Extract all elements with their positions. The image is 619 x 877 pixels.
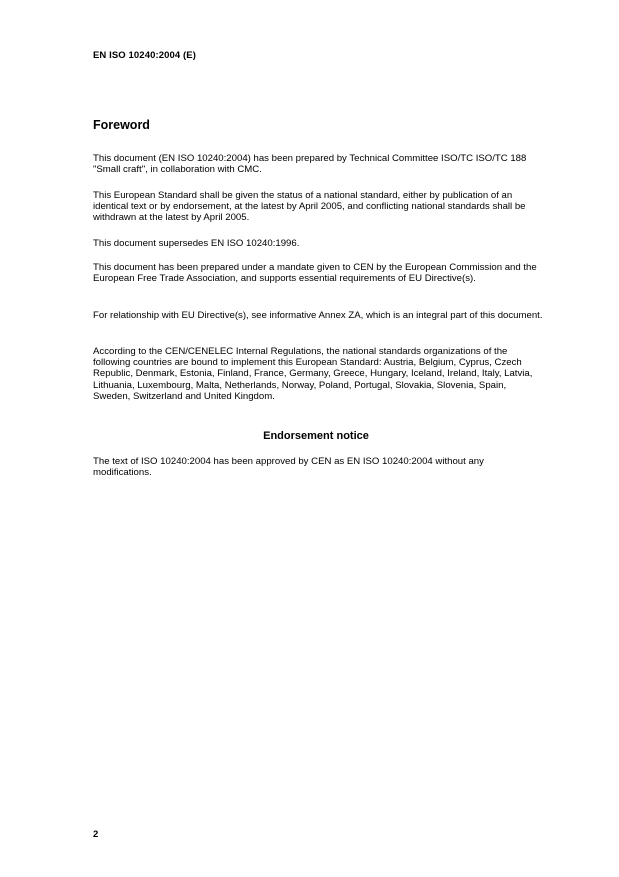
foreword-paragraph-1: This document (EN ISO 10240:2004) has been prepared by Technical Committee ISO/TC ISO/TC 188 "Small craft", in collaboration with CMC.: [93, 153, 527, 176]
foreword-paragraph-3: This document supersedes EN ISO 10240:1996.: [93, 238, 300, 249]
page-number: 2: [93, 829, 99, 840]
document-header: EN ISO 10240:2004 (E): [93, 50, 196, 61]
foreword-paragraph-6: According to the CEN/CENELEC Internal Regulations, the national standards organizations of the following countries are bound to implement this European Standard: Austria, Belgium, Cyprus, Czech Republic, Denmark, Estonia, Finland, France, Germany, Greece, Hungary, Iceland, Ireland, Italy, Latvia, Lithuania, Luxembourg, Malta, Netherlands, Norway, Poland, Portugal, Slovakia, Slovenia, Spain, Sweden, Switzerland and United Kingdom.: [93, 346, 533, 402]
endorsement-paragraph: The text of ISO 10240:2004 has been approved by CEN as EN ISO 10240:2004 without any modifications.: [93, 456, 484, 479]
foreword-paragraph-4: This document has been prepared under a mandate given to CEN by the European Commission and the European Free Trade Association, and supports essential requirements of EU Directive(s).: [93, 262, 537, 285]
endorsement-heading: Endorsement notice: [263, 430, 369, 442]
foreword-paragraph-5: For relationship with EU Directive(s), see informative Annex ZA, which is an integral part of this document.: [93, 310, 543, 321]
foreword-heading: Foreword: [93, 118, 150, 132]
foreword-paragraph-2: This European Standard shall be given the status of a national standard, either by publication of an identical text or by endorsement, at the latest by April 2005, and conflicting national standards shall be withdrawn at the latest by April 2005.: [93, 190, 526, 224]
